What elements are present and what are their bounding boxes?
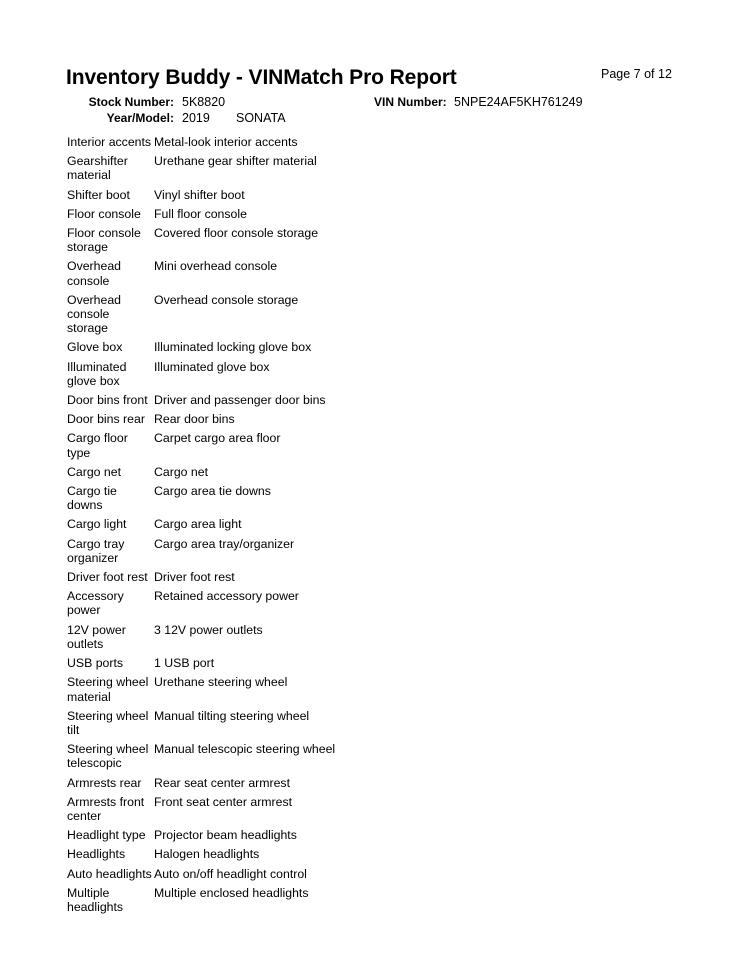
- spec-name: Armrests front center: [67, 794, 145, 823]
- spec-row: [67, 482, 335, 515]
- spec-name: Door bins rear: [67, 412, 145, 427]
- vin-number-value: 5NPE24AF5KH761249: [454, 95, 583, 109]
- spec-row: [67, 515, 335, 534]
- spec-row: [67, 338, 335, 357]
- spec-name: Headlights: [67, 847, 126, 862]
- year-model-label: Year/Model:: [106, 111, 174, 125]
- spec-value: Cargo area light: [154, 517, 242, 532]
- spec-row: [67, 463, 335, 482]
- spec-name: Steering wheel tilt: [67, 708, 149, 737]
- spec-value: Full floor console: [154, 206, 247, 221]
- model-value: SONATA: [236, 111, 286, 125]
- spec-name: Floor console: [67, 206, 141, 221]
- spec-row: [67, 186, 335, 205]
- spec-value: Cargo area tie downs: [154, 484, 271, 499]
- stock-number-value: 5K8820: [182, 95, 226, 109]
- spec-row: [67, 740, 335, 773]
- spec-row: [67, 884, 335, 917]
- spec-table: [67, 133, 335, 917]
- spec-row: [67, 429, 335, 462]
- spec-row: [67, 845, 335, 864]
- spec-value: Front seat center armrest: [154, 794, 293, 809]
- spec-row: [67, 865, 335, 884]
- spec-name: Armrests rear: [67, 775, 142, 790]
- spec-value: Cargo net: [154, 464, 209, 479]
- spec-value: Manual tilting steering wheel: [154, 708, 310, 723]
- spec-name: Shifter boot: [67, 187, 130, 202]
- spec-value: Multiple enclosed headlights: [154, 885, 309, 900]
- spec-name: Cargo net: [67, 464, 122, 479]
- spec-name: Cargo light: [67, 517, 127, 532]
- spec-name: Gearshifter material: [67, 154, 128, 183]
- report-title: Inventory Buddy - VINMatch Pro Report: [66, 66, 457, 89]
- spec-row: [67, 291, 335, 339]
- spec-value: Retained accessory power: [154, 589, 299, 604]
- spec-value: Halogen headlights: [154, 847, 260, 862]
- spec-name: Illuminated glove box: [67, 359, 127, 388]
- spec-row: [67, 391, 335, 410]
- spec-row: [67, 587, 335, 620]
- spec-value: Mini overhead console: [154, 259, 278, 274]
- spec-value: Covered floor console storage: [154, 226, 319, 241]
- spec-row: [67, 152, 335, 185]
- spec-value: Driver and passenger door bins: [154, 393, 326, 408]
- spec-row: [67, 133, 335, 152]
- spec-name: Overhead console: [67, 259, 122, 288]
- spec-name: Multiple headlights: [67, 885, 124, 914]
- spec-row: [67, 257, 335, 290]
- page-number: Page 7 of 12: [601, 67, 672, 81]
- spec-row: [67, 673, 335, 706]
- spec-row: [67, 826, 335, 845]
- spec-name: Cargo tray organizer: [67, 536, 125, 565]
- spec-row: [67, 358, 335, 391]
- spec-name: USB ports: [67, 656, 124, 671]
- spec-value: Carpet cargo area floor: [154, 431, 281, 446]
- spec-value: Metal-look interior accents: [154, 135, 298, 149]
- spec-name: Glove box: [67, 340, 123, 355]
- spec-row: [67, 205, 335, 224]
- spec-value: Projector beam headlights: [154, 828, 297, 843]
- spec-value: Rear door bins: [154, 412, 235, 427]
- spec-value: Manual telescopic steering wheel: [154, 742, 336, 757]
- year-value: 2019: [182, 111, 210, 125]
- spec-value: Overhead console storage: [154, 292, 299, 307]
- spec-row: [67, 224, 335, 257]
- spec-row: [67, 621, 335, 654]
- spec-name: Steering wheel telescopic: [67, 742, 149, 771]
- spec-row: [67, 774, 335, 793]
- spec-value: 1 USB port: [154, 656, 215, 671]
- spec-row: [67, 410, 335, 429]
- spec-row: [67, 568, 335, 587]
- spec-name: Driver foot rest: [67, 570, 148, 585]
- spec-value: Illuminated glove box: [154, 359, 270, 374]
- spec-name: Cargo floor type: [67, 431, 128, 460]
- spec-name: Floor console storage: [67, 226, 141, 255]
- spec-value: Urethane steering wheel: [154, 675, 288, 690]
- spec-row: [67, 707, 335, 740]
- spec-name: Headlight type: [67, 828, 146, 843]
- spec-name: Accessory power: [67, 589, 124, 618]
- spec-value: Driver foot rest: [154, 570, 235, 585]
- spec-value: Illuminated locking glove box: [154, 340, 312, 355]
- spec-value: Auto on/off headlight control: [154, 866, 307, 881]
- spec-value: Urethane gear shifter material: [154, 154, 317, 169]
- spec-name: Cargo tie downs: [67, 484, 117, 513]
- spec-name: Overhead console storage: [67, 292, 122, 336]
- spec-name: Steering wheel material: [67, 675, 149, 704]
- spec-value: Vinyl shifter boot: [154, 187, 245, 202]
- spec-name: Door bins front: [67, 393, 148, 408]
- spec-value: Cargo area tray/organizer: [154, 536, 295, 551]
- stock-number-label: Stock Number:: [88, 95, 174, 109]
- spec-value: Rear seat center armrest: [154, 775, 290, 790]
- spec-table-body: [67, 133, 335, 917]
- spec-value: 3 12V power outlets: [154, 622, 263, 637]
- spec-name: Interior accents: [67, 135, 152, 149]
- spec-name: 12V power outlets: [67, 622, 126, 651]
- spec-name: Auto headlights: [67, 866, 152, 881]
- spec-row: [67, 654, 335, 673]
- vin-number-label: VIN Number:: [374, 95, 447, 109]
- spec-row: [67, 535, 335, 568]
- spec-row: [67, 793, 335, 826]
